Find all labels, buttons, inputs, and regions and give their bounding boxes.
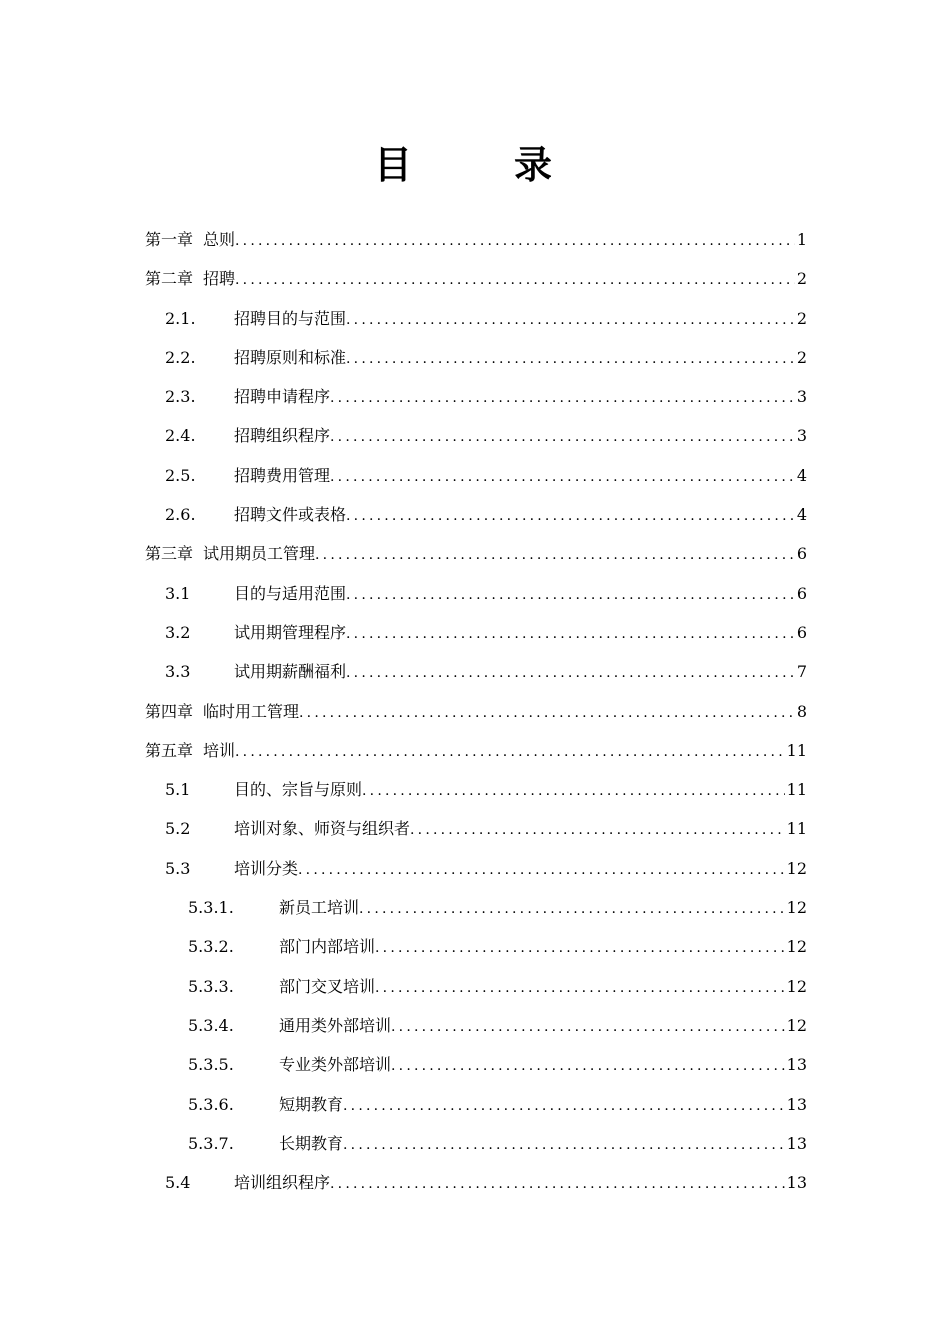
toc-entry-number: 2.4. (165, 426, 196, 446)
toc-entry-title: 培训分类 (234, 858, 299, 878)
toc-entry[interactable] (145, 809, 807, 848)
toc-entry[interactable] (145, 220, 807, 259)
toc-entry-page-number: 13 (786, 1094, 807, 1114)
toc-entry-title: 招聘组织程序 (234, 426, 331, 446)
toc-entry-number: 第二章 (145, 269, 194, 289)
toc-entry[interactable] (145, 574, 807, 613)
toc-dot-leader (346, 301, 795, 340)
toc-entry-title: 目的、宗旨与原则 (234, 780, 363, 800)
toc-entry-number: 5.3.5. (188, 1055, 234, 1075)
toc-entry-page-number: 6 (796, 622, 807, 642)
toc-entry-title: 招聘申请程序 (234, 387, 331, 407)
toc-entry-number: 5.3 (165, 858, 191, 878)
toc-entry[interactable] (145, 967, 807, 1006)
toc-entry-page-number: 11 (786, 819, 807, 839)
toc-entry-page-number: 3 (796, 387, 807, 407)
toc-dot-leader (315, 536, 795, 575)
toc-entry[interactable] (145, 456, 807, 495)
toc-entry-title: 总则 (203, 230, 236, 249)
toc-entry-title: 部门交叉培训 (279, 976, 376, 996)
toc-entry-title: 试用期管理程序 (234, 622, 347, 642)
toc-entry[interactable] (145, 888, 807, 927)
toc-entry-page-number: 12 (786, 858, 807, 878)
toc-entry[interactable] (145, 770, 807, 809)
toc-dot-leader (391, 1008, 785, 1047)
toc-dot-leader (330, 418, 795, 457)
toc-entry-page-number: 6 (796, 544, 807, 564)
toc-entry[interactable] (145, 534, 807, 573)
toc-dot-leader (330, 1165, 785, 1204)
toc-entry-page-number: 12 (786, 937, 807, 957)
toc-dot-leader (235, 261, 795, 300)
toc-entry-page-number: 12 (786, 898, 807, 918)
toc-entry-number: 2.2. (165, 347, 196, 367)
toc-entry-title: 目的与适用范围 (234, 583, 347, 603)
toc-entry[interactable] (145, 731, 807, 770)
toc-entry-page-number: 6 (796, 583, 807, 603)
toc-dot-leader (298, 851, 785, 890)
toc-entry-title: 短期教育 (279, 1094, 344, 1114)
toc-entry-title: 招聘文件或表格 (234, 505, 347, 525)
toc-entry-title: 招聘目的与范围 (234, 308, 347, 328)
toc-title: 目 录 (373, 142, 584, 187)
toc-dot-leader (362, 772, 785, 811)
toc-entry-number: 2.3. (165, 387, 196, 407)
toc-entry-title: 试用期薪酬福利 (234, 662, 347, 682)
toc-entry-title: 试用期员工管理 (203, 544, 316, 564)
toc-entry-page-number: 2 (796, 269, 807, 289)
toc-entry[interactable] (145, 259, 807, 298)
toc-entry-title: 培训组织程序 (234, 1173, 331, 1193)
toc-entry-page-number: 11 (786, 780, 807, 800)
toc-dot-leader (346, 654, 795, 693)
toc-entry[interactable] (145, 416, 807, 455)
toc-dot-leader (346, 615, 795, 654)
toc-entry[interactable] (145, 495, 807, 534)
toc-entry-page-number: 2 (796, 308, 807, 328)
toc-dot-leader (343, 1087, 785, 1126)
toc-entry[interactable] (145, 1124, 807, 1163)
toc-entry-number: 5.3.2. (188, 937, 234, 957)
toc-entry-title: 临时用工管理 (203, 701, 300, 721)
toc-dot-leader (343, 1126, 785, 1165)
toc-entry-number: 第四章 (145, 701, 194, 721)
toc-entry-page-number: 3 (796, 426, 807, 446)
toc-entry[interactable] (145, 652, 807, 691)
toc-dot-leader (346, 340, 795, 379)
toc-dot-leader (346, 497, 795, 536)
toc-entry[interactable] (145, 299, 807, 338)
toc-entry[interactable] (145, 1085, 807, 1124)
toc-dot-leader (346, 576, 795, 615)
toc-entry-title: 招聘费用管理 (234, 465, 331, 485)
toc-list (145, 220, 807, 1202)
toc-entry-number: 5.3.1. (188, 898, 234, 918)
toc-entry-page-number: 13 (786, 1173, 807, 1193)
toc-entry-title: 培训 (203, 740, 236, 760)
toc-entry-page-number: 4 (796, 465, 807, 485)
toc-entry-title: 培训对象、师资与组织者 (234, 819, 411, 839)
toc-entry-number: 5.3.6. (188, 1094, 234, 1114)
toc-entry[interactable] (145, 849, 807, 888)
toc-entry[interactable] (145, 338, 807, 377)
toc-entry-number: 5.3.3. (188, 976, 234, 996)
toc-entry-page-number: 2 (796, 347, 807, 367)
toc-entry-title: 招聘原则和标准 (234, 347, 347, 367)
toc-entry-page-number: 12 (786, 976, 807, 996)
toc-entry-page-number: 7 (796, 662, 807, 682)
toc-entry-page-number: 1 (796, 230, 807, 249)
toc-entry-page-number: 4 (796, 505, 807, 525)
toc-entry[interactable] (145, 1045, 807, 1084)
toc-dot-leader (410, 811, 785, 850)
toc-dot-leader (359, 890, 785, 929)
toc-entry-number: 3.1 (165, 583, 191, 603)
toc-dot-leader (330, 458, 795, 497)
toc-dot-leader (330, 379, 795, 418)
toc-entry-title: 部门内部培训 (279, 937, 376, 957)
toc-entry-number: 5.2 (165, 819, 191, 839)
toc-dot-leader (235, 733, 785, 772)
toc-entry-number: 5.3.4. (188, 1015, 234, 1035)
toc-entry-number: 5.4 (165, 1173, 191, 1193)
toc-entry-title: 通用类外部培训 (279, 1015, 392, 1035)
toc-entry[interactable] (145, 377, 807, 416)
toc-entry-page-number: 12 (786, 1015, 807, 1035)
toc-entry-page-number: 8 (796, 701, 807, 721)
toc-entry[interactable] (145, 613, 807, 652)
toc-entry-number: 2.1. (165, 308, 196, 328)
toc-entry-title: 招聘 (203, 269, 236, 289)
toc-entry-title: 长期教育 (279, 1133, 344, 1153)
toc-entry-number: 第三章 (145, 544, 194, 564)
toc-entry-number: 第五章 (145, 740, 194, 760)
toc-entry-number: 5.3.7. (188, 1133, 234, 1153)
toc-entry-page-number: 13 (786, 1055, 807, 1075)
toc-entry-page-number: 13 (786, 1133, 807, 1153)
toc-dot-leader (391, 1047, 785, 1086)
toc-entry-number: 2.5. (165, 465, 196, 485)
toc-dot-leader (299, 694, 795, 733)
toc-dot-leader (375, 969, 785, 1008)
toc-entry[interactable] (145, 692, 807, 731)
toc-entry[interactable] (145, 927, 807, 966)
toc-entry-page-number: 11 (786, 740, 807, 760)
toc-entry-number: 3.2 (165, 622, 191, 642)
toc-dot-leader (235, 222, 795, 261)
toc-entry-title: 专业类外部培训 (279, 1055, 392, 1075)
toc-entry-number: 5.1 (165, 780, 191, 800)
toc-entry[interactable] (145, 1163, 807, 1202)
toc-entry-title: 新员工培训 (279, 898, 360, 918)
toc-entry-number: 3.3 (165, 662, 191, 682)
toc-entry-number: 2.6. (165, 505, 196, 525)
toc-entry[interactable] (145, 1006, 807, 1045)
toc-entry-number: 第一章 (145, 230, 194, 249)
toc-dot-leader (375, 929, 785, 968)
